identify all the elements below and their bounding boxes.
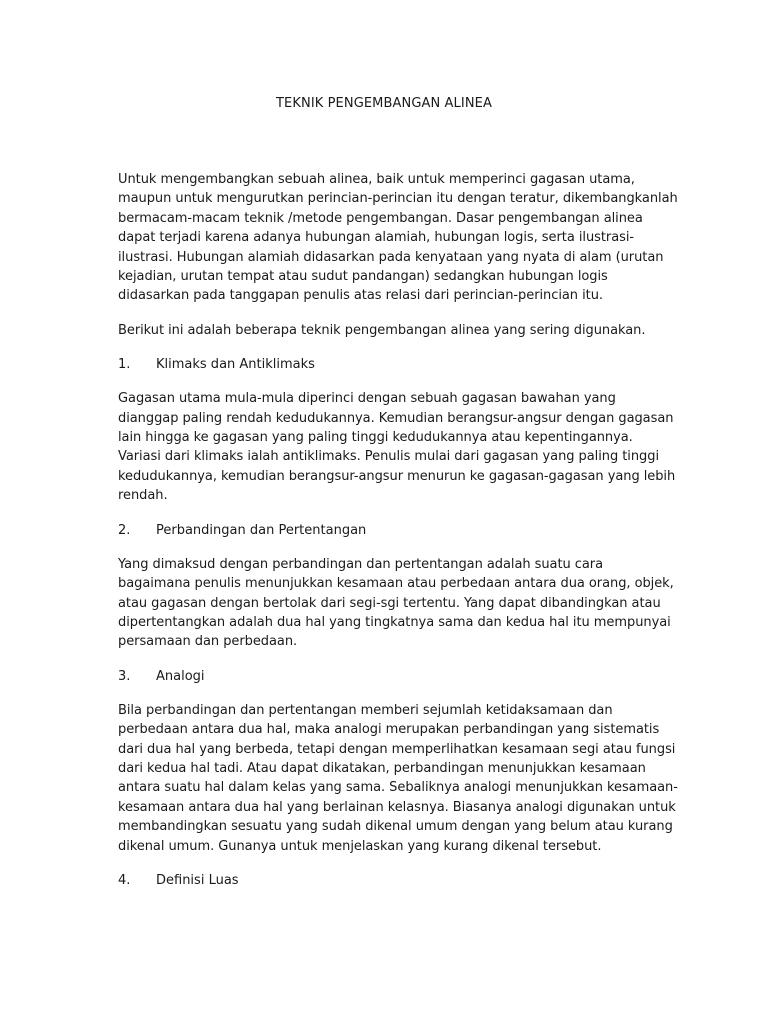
document-body bbox=[118, 170, 678, 905]
section-title: Perbandingan dan Pertentangan bbox=[156, 522, 367, 538]
intro-paragraph: Untuk mengembangkan sebuah alinea, baik untuk memperinci gagasan utama, maupun untuk mengurutkan perincian-perincian itu dengan teratur, dikembangkanlah bermacam-macam teknik /metode pengembangan. Dasar pengembangan alinea dapat terjadi karena adanya hubungan alamiah, hubungan logis, serta ilustrasi-ilustrasi. Hubungan alamiah didasarkan pada kenyataan yang nyata di alam (urutan kejadian, urutan tempat atau sudut pandangan) sedangkan hubungan logis didasarkan pada tanggapan penulis atas relasi dari perincian-perincian itu. bbox=[118, 172, 678, 304]
section-heading-4 bbox=[118, 871, 678, 890]
section-heading-1 bbox=[118, 355, 678, 374]
section-title: Klimaks dan Antiklimaks bbox=[156, 357, 315, 373]
document-title: TEKNIK PENGEMBANGAN ALINEA bbox=[276, 96, 492, 111]
section-title: Analogi bbox=[156, 668, 205, 684]
section-heading-3 bbox=[118, 667, 678, 686]
section-heading-2 bbox=[118, 521, 678, 540]
section-number: 2. bbox=[118, 522, 131, 538]
section-body-2: Yang dimaksud dengan perbandingan dan pertentangan adalah suatu cara bagaimana penulis menunjukkan kesamaan atau perbedaan antara dua orang, objek, atau gagasan dengan bertolak dari segi-sgi tertentu. Yang dapat dibandingkan atau dipertentangkan adalah dua hal yang tingkatnya sama dan kedua hal itu mempunyai persamaan dan perbedaan. bbox=[118, 556, 674, 650]
section-title: Definisi Luas bbox=[156, 872, 239, 888]
section-number: 1. bbox=[118, 357, 131, 373]
section-body-1: Gagasan utama mula-mula diperinci dengan sebuah gagasan bawahan yang dianggap paling rendah kedudukannya. Kemudian berangsur-angsur dengan gagasan lain hingga ke gagasan yang paling tinggi kedudukannya atau kepentingannya. Variasi dari klimaks ialah antiklimaks. Penulis mulai dari gagasan yang paling tinggi kedudukannya, kemudian berangsur-angsur menurun ke gagasan-gagasan yang lebih rendah. bbox=[118, 391, 676, 504]
lead-paragraph: Berikut ini adalah beberapa teknik pengembangan alinea yang sering digunakan. bbox=[118, 322, 646, 338]
section-body-3: Bila perbandingan dan pertentangan memberi sejumlah ketidaksamaan dan perbedaan antara dua hal, maka analogi merupakan perbandingan yang sistematis dari dua hal yang berbeda, tetapi dengan memperlihatkan kesamaan segi atau fungsi dari kedua hal tadi. Atau dapat dikatakan, perbandingan menunjukkan kesamaan antara suatu hal dalam kelas yang sama. Sebaliknya analogi menunjukkan kesamaan-kesamaan antara dua hal yang berlainan kelasnya. Biasanya analogi digunakan untuk membandingkan sesuatu yang sudah dikenal umum dengan yang belum atau kurang dikenal umum. Gunanya untuk menjelaskan yang kurang dikenal tersebut. bbox=[118, 702, 678, 854]
section-number: 3. bbox=[118, 668, 131, 684]
section-number: 4. bbox=[118, 872, 131, 888]
